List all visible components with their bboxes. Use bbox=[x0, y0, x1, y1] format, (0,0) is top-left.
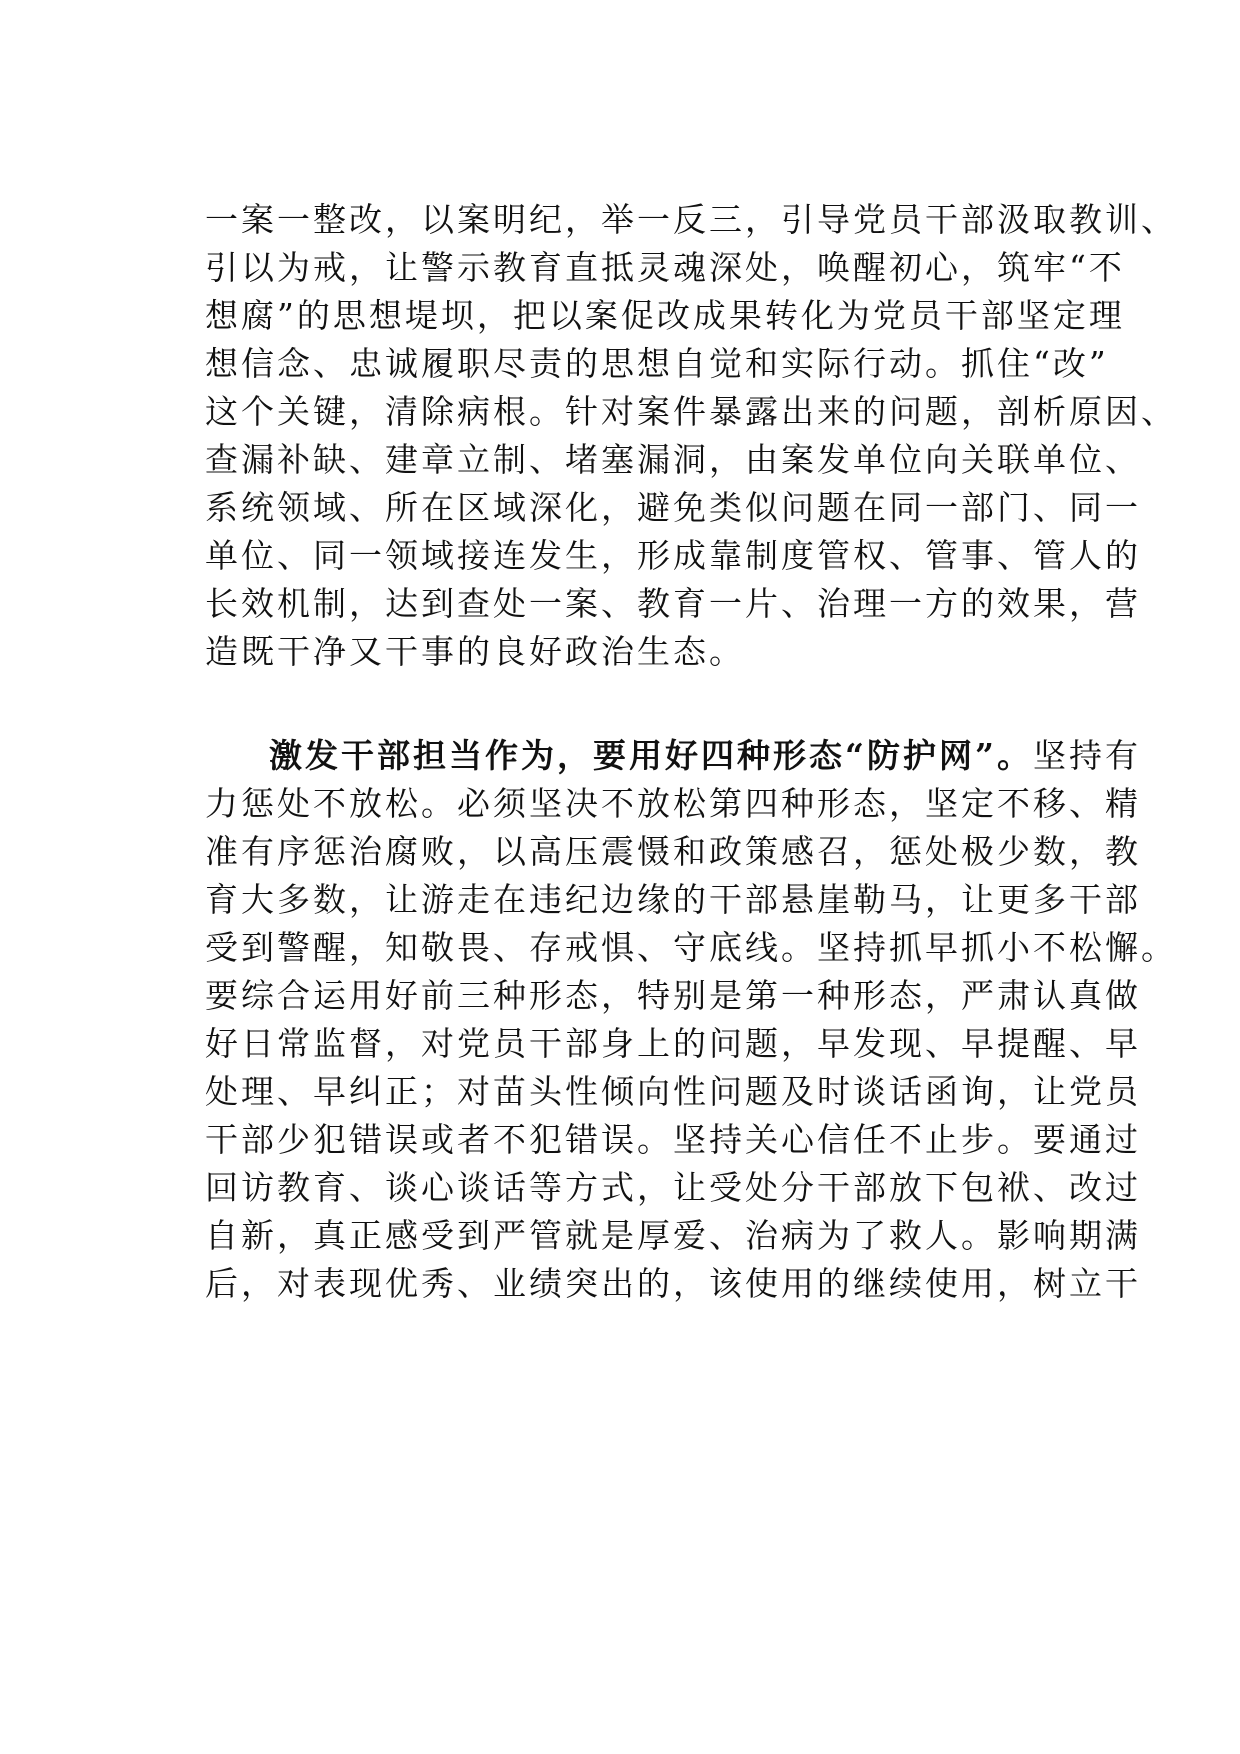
paragraph-first-line-text: 坚持有 bbox=[1032, 736, 1141, 775]
paragraph-line: 力惩处不放松。必须坚决不放松第四种形态，坚定不移、精 bbox=[205, 784, 1141, 823]
paragraph-line: 造既干净又干事的良好政治生态。 bbox=[205, 632, 745, 671]
paragraph-line: 想信念、忠诚履职尽责的思想自觉和实际行动。抓住“改” bbox=[205, 344, 1109, 383]
paragraph-line: 干部少犯错误或者不犯错误。坚持关心信任不止步。要通过 bbox=[205, 1120, 1141, 1159]
paragraph-line: 长效机制，达到查处一案、教育一片、治理一方的效果，营 bbox=[205, 584, 1141, 623]
paragraph-heading: 激发干部担当作为，要用好四种形态“防护网”。 bbox=[269, 736, 1033, 775]
paragraph-line: 回访教育、谈心谈话等方式，让受处分干部放下包袱、改过 bbox=[205, 1168, 1141, 1207]
paragraph-line: 自新，真正感受到严管就是厚爱、治病为了救人。影响期满 bbox=[205, 1216, 1141, 1255]
paragraph-first-line bbox=[205, 734, 1141, 778]
paragraph-line: 后，对表现优秀、业绩突出的，该使用的继续使用，树立干 bbox=[205, 1264, 1141, 1303]
paragraph-line: 这个关键，清除病根。针对案件暴露出来的问题，剖析原因、 bbox=[205, 392, 1177, 431]
paragraph-line: 处理、早纠正；对苗头性倾向性问题及时谈话函询，让党员 bbox=[205, 1072, 1141, 1111]
paragraph-line: 系统领域、所在区域深化，避免类似问题在同一部门、同一 bbox=[205, 488, 1141, 527]
paragraph-line: 准有序惩治腐败，以高压震慑和政策感召，惩处极少数，教 bbox=[205, 832, 1141, 871]
paragraph-line: 引以为戒，让警示教育直抵灵魂深处，唤醒初心，筑牢“不 bbox=[205, 248, 1125, 287]
paragraph-line: 好日常监督，对党员干部身上的问题，早发现、早提醒、早 bbox=[205, 1024, 1141, 1063]
paragraph-line: 想腐”的思想堤坝，把以案促改成果转化为党员干部坚定理 bbox=[205, 296, 1125, 335]
paragraph-line: 单位、同一领域接连发生，形成靠制度管权、管事、管人的 bbox=[205, 536, 1141, 575]
paragraph-line: 查漏补缺、建章立制、堵塞漏洞，由案发单位向关联单位、 bbox=[205, 440, 1141, 479]
paragraph-line: 育大多数，让游走在违纪边缘的干部悬崖勒马，让更多干部 bbox=[205, 880, 1141, 919]
paragraph-line: 受到警醒，知敬畏、存戒惧、守底线。坚持抓早抓小不松懈。 bbox=[205, 928, 1177, 967]
paragraph-line: 一案一整改，以案明纪，举一反三，引导党员干部汲取教训、 bbox=[205, 200, 1177, 239]
paragraph-line: 要综合运用好前三种形态，特别是第一种形态，严肃认真做 bbox=[205, 976, 1141, 1015]
